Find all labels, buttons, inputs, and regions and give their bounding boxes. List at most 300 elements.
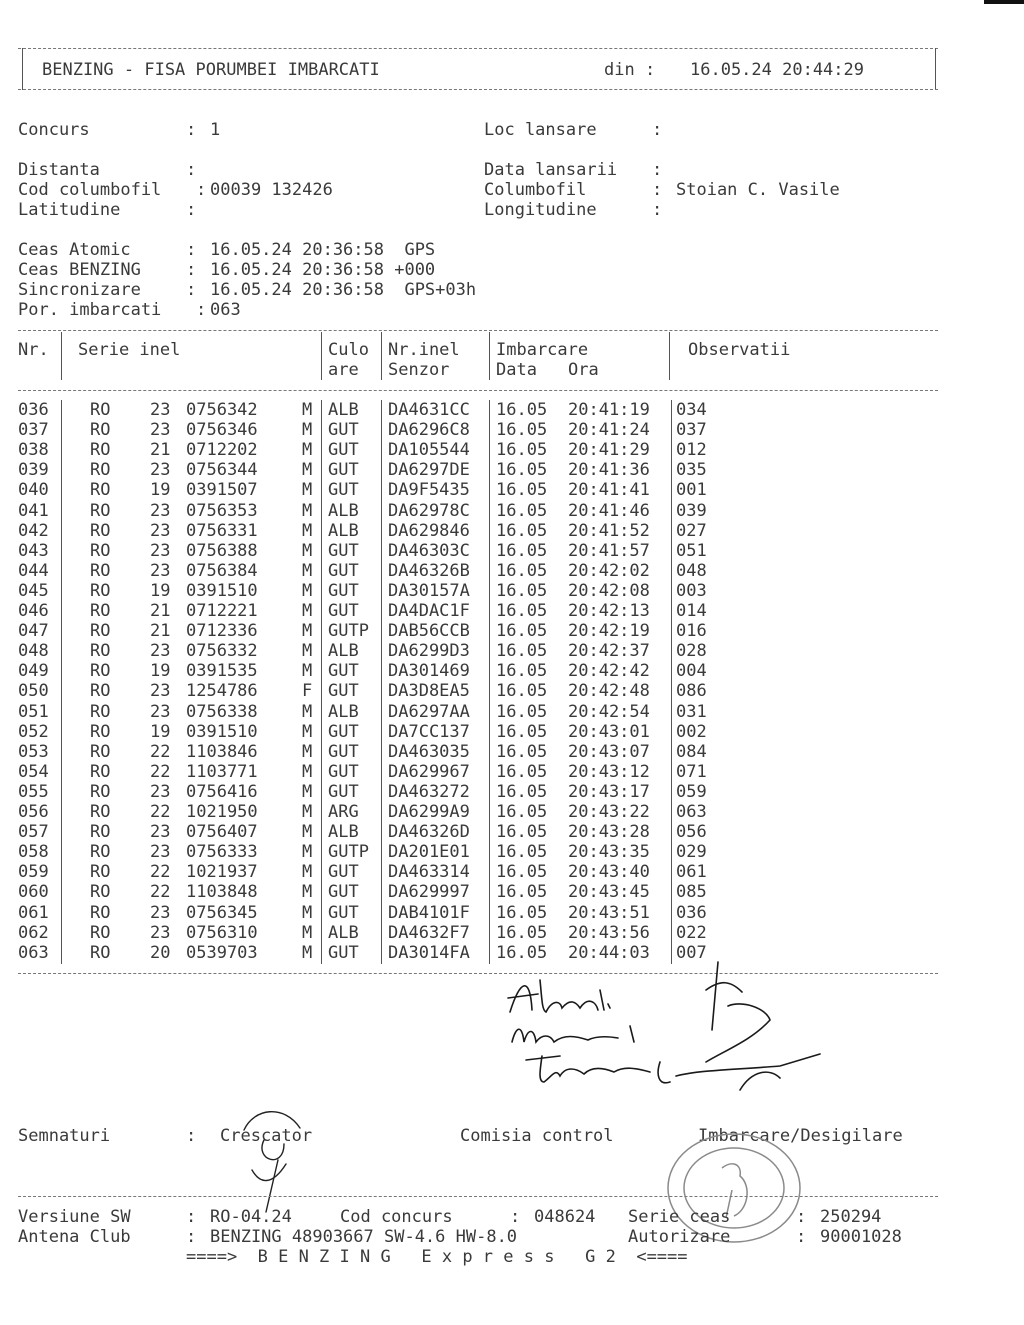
row-date: 16.05 xyxy=(496,400,548,420)
row-nr: 044 xyxy=(18,560,49,581)
row-ring-number: 0756331 xyxy=(186,520,258,541)
crescator-label: Crescator xyxy=(220,1126,313,1146)
row-sex: M xyxy=(302,641,313,662)
row-country: RO xyxy=(90,882,111,903)
row-ring-number: 0756416 xyxy=(186,781,258,802)
row-sensor: DA46326D xyxy=(388,822,470,843)
table-row xyxy=(0,702,950,722)
row-sensor: DA463314 xyxy=(388,862,470,883)
row-time: 20:43:40 xyxy=(568,862,650,883)
row-date: 16.05 xyxy=(496,781,548,802)
signature-stroke-4 xyxy=(658,1054,820,1083)
row-obs: 002 xyxy=(676,721,707,742)
row-country: RO xyxy=(90,540,111,561)
col-header-nr-inel-2: Senzor xyxy=(388,360,450,380)
row-sensor: DA7CC137 xyxy=(388,721,470,742)
row-color: GUT xyxy=(328,440,359,461)
semnaturi-colon: : xyxy=(186,1126,197,1146)
row-color: ALB xyxy=(328,520,359,541)
row-sensor: DA6297AA xyxy=(388,701,470,722)
row-year: 23 xyxy=(150,842,171,863)
serie-ceas-colon: : xyxy=(796,1207,807,1227)
row-color: GUT xyxy=(328,761,359,782)
loc-lansare-colon: : xyxy=(652,120,663,140)
row-color: GUT xyxy=(328,862,359,883)
data-lansarii-colon: : xyxy=(652,160,663,180)
row-color: GUT xyxy=(328,942,359,963)
row-time: 20:43:51 xyxy=(568,902,650,923)
serie-ceas-label: Serie ceas xyxy=(628,1207,731,1227)
row-obs: 084 xyxy=(676,741,707,762)
row-obs: 016 xyxy=(676,621,707,642)
row-country: RO xyxy=(90,621,111,642)
report-date-value: 16.05.24 20:44:29 xyxy=(690,60,864,80)
table-row xyxy=(0,822,950,842)
signature-stroke-2 xyxy=(512,1026,634,1042)
row-color: GUT xyxy=(328,480,359,501)
row-sex: M xyxy=(302,721,313,742)
row-time: 20:41:46 xyxy=(568,500,650,521)
row-ring-number: 0539703 xyxy=(186,942,258,963)
row-sensor: DA4DAC1F xyxy=(388,601,470,621)
row-country: RO xyxy=(90,822,111,843)
row-ring-number: 0756388 xyxy=(186,540,258,561)
report-title: BENZING - FISA PORUMBEI IMBARCATI xyxy=(42,60,380,80)
row-color: ALB xyxy=(328,701,359,722)
header-sep-3 xyxy=(381,332,382,380)
row-date: 16.05 xyxy=(496,741,548,762)
signature-stroke-6 xyxy=(740,1072,780,1090)
row-nr: 058 xyxy=(18,842,49,863)
row-nr: 056 xyxy=(18,802,49,822)
row-sex: M xyxy=(302,842,313,863)
col-header-observatii: Observatii xyxy=(688,340,791,360)
row-obs: 035 xyxy=(676,460,707,481)
row-date: 16.05 xyxy=(496,480,548,501)
row-year: 23 xyxy=(150,902,171,923)
table-row xyxy=(0,882,950,902)
columbofil-value: Stoian C. Vasile xyxy=(676,180,840,200)
row-sex: M xyxy=(302,862,313,883)
row-time: 20:42:19 xyxy=(568,621,650,642)
row-ring-number: 0391510 xyxy=(186,580,258,601)
row-date: 16.05 xyxy=(496,701,548,722)
autorizare-value: 90001028 xyxy=(820,1227,902,1247)
row-color: ALB xyxy=(328,922,359,943)
row-sensor: DA3D8EA5 xyxy=(388,681,470,702)
table-row xyxy=(0,480,950,500)
row-sex: M xyxy=(302,560,313,581)
row-time: 20:43:56 xyxy=(568,922,650,943)
row-color: ALB xyxy=(328,400,359,420)
table-row xyxy=(0,440,950,460)
row-nr: 062 xyxy=(18,922,49,943)
signature-stroke-1 xyxy=(508,980,610,1012)
row-ring-number: 0391510 xyxy=(186,721,258,742)
row-year: 23 xyxy=(150,822,171,843)
row-year: 22 xyxy=(150,862,171,883)
por-imbarcati-value: 063 xyxy=(210,300,241,320)
cod-concurs-value: 048624 xyxy=(534,1207,596,1227)
row-sensor: DA46303C xyxy=(388,540,470,561)
row-ring-number: 0756342 xyxy=(186,400,258,420)
row-time: 20:42:42 xyxy=(568,661,650,682)
row-country: RO xyxy=(90,460,111,481)
table-row xyxy=(0,400,950,420)
row-year: 19 xyxy=(150,661,171,682)
cod-concurs-colon: : xyxy=(510,1207,521,1227)
row-time: 20:41:29 xyxy=(568,440,650,461)
row-obs: 034 xyxy=(676,400,707,420)
row-date: 16.05 xyxy=(496,621,548,642)
concurs-value: 1 xyxy=(210,120,221,140)
row-country: RO xyxy=(90,701,111,722)
row-ring-number: 1103848 xyxy=(186,882,258,903)
row-ring-number: 1103846 xyxy=(186,741,258,762)
row-sensor: DA6296C8 xyxy=(388,420,470,441)
row-country: RO xyxy=(90,681,111,702)
row-sex: M xyxy=(302,802,313,822)
row-ring-number: 1103771 xyxy=(186,761,258,782)
ceas-atomic-label: Ceas Atomic xyxy=(18,240,131,260)
row-year: 23 xyxy=(150,781,171,802)
row-obs: 001 xyxy=(676,480,707,501)
row-time: 20:43:28 xyxy=(568,822,650,843)
row-ring-number: 0756344 xyxy=(186,460,258,481)
row-obs: 048 xyxy=(676,560,707,581)
row-sex: M xyxy=(302,822,313,843)
row-nr: 060 xyxy=(18,882,49,903)
row-ring-number: 0756353 xyxy=(186,500,258,521)
row-color: ALB xyxy=(328,641,359,662)
serie-ceas-value: 250294 xyxy=(820,1207,882,1227)
row-ring-number: 0756384 xyxy=(186,560,258,581)
scan-edge-mark xyxy=(984,0,1024,4)
row-ring-number: 0391507 xyxy=(186,480,258,501)
antena-club-colon: : xyxy=(186,1227,197,1247)
row-time: 20:42:13 xyxy=(568,601,650,621)
row-ring-number: 0756346 xyxy=(186,420,258,441)
row-year: 23 xyxy=(150,922,171,943)
row-nr: 059 xyxy=(18,862,49,883)
row-country: RO xyxy=(90,802,111,822)
col-header-culoare-2: are xyxy=(328,360,359,380)
row-year: 23 xyxy=(150,420,171,441)
row-nr: 061 xyxy=(18,902,49,923)
table-row xyxy=(0,742,950,762)
row-date: 16.05 xyxy=(496,460,548,481)
por-imbarcati-label: Por. imbarcati xyxy=(18,300,162,320)
row-sex: M xyxy=(302,601,313,621)
row-country: RO xyxy=(90,580,111,601)
latitudine-label: Latitudine xyxy=(18,200,121,220)
row-nr: 036 xyxy=(18,400,49,420)
row-ring-number: 1021937 xyxy=(186,862,258,883)
crescator-signature xyxy=(224,1100,314,1220)
row-sex: M xyxy=(302,902,313,923)
row-obs: 086 xyxy=(676,681,707,702)
row-obs: 007 xyxy=(676,942,707,963)
ceas-benzing-value: 16.05.24 20:36:58 +000 xyxy=(210,260,436,280)
row-date: 16.05 xyxy=(496,420,548,441)
table-row xyxy=(0,842,950,862)
footer-top-rule xyxy=(18,1196,938,1197)
row-sensor: DA629997 xyxy=(388,882,470,903)
col-header-culoare-1: Culo xyxy=(328,340,369,360)
ceas-benzing-label: Ceas BENZING xyxy=(18,260,141,280)
row-date: 16.05 xyxy=(496,922,548,943)
row-sensor: DA105544 xyxy=(388,440,470,461)
row-nr: 040 xyxy=(18,480,49,501)
row-obs: 022 xyxy=(676,922,707,943)
row-date: 16.05 xyxy=(496,500,548,521)
row-year: 19 xyxy=(150,580,171,601)
table-row xyxy=(0,862,950,882)
row-ring-number: 0756333 xyxy=(186,842,258,863)
row-country: RO xyxy=(90,721,111,742)
row-sex: M xyxy=(302,460,313,481)
col-header-data: Data xyxy=(496,360,537,380)
row-sensor: DA629967 xyxy=(388,761,470,782)
row-obs: 004 xyxy=(676,661,707,682)
row-country: RO xyxy=(90,661,111,682)
table-row xyxy=(0,641,950,661)
antena-club-value: BENZING 48903667 SW-4.6 HW-8.0 xyxy=(210,1227,518,1247)
row-color: GUT xyxy=(328,902,359,923)
row-time: 20:41:36 xyxy=(568,460,650,481)
columbofil-colon: : xyxy=(652,180,663,200)
row-date: 16.05 xyxy=(496,942,548,963)
row-sex: M xyxy=(302,540,313,561)
row-year: 23 xyxy=(150,460,171,481)
row-obs: 071 xyxy=(676,761,707,782)
columbofil-label: Columbofil xyxy=(484,180,587,200)
row-color: GUT xyxy=(328,721,359,742)
sincronizare-label: Sincronizare xyxy=(18,280,141,300)
row-obs: 031 xyxy=(676,701,707,722)
row-year: 22 xyxy=(150,741,171,762)
row-time: 20:42:48 xyxy=(568,681,650,702)
table-row xyxy=(0,661,950,681)
row-nr: 049 xyxy=(18,661,49,682)
col-header-imbarcare: Imbarcare xyxy=(496,340,589,360)
row-sex: M xyxy=(302,500,313,521)
row-time: 20:42:54 xyxy=(568,701,650,722)
row-sensor: DA301469 xyxy=(388,661,470,682)
row-obs: 039 xyxy=(676,500,707,521)
row-ring-number: 0756345 xyxy=(186,902,258,923)
header-sep-2 xyxy=(321,332,322,380)
row-country: RO xyxy=(90,781,111,802)
row-color: ALB xyxy=(328,500,359,521)
table-row xyxy=(0,460,950,480)
row-color: GUT xyxy=(328,781,359,802)
row-country: RO xyxy=(90,641,111,662)
row-country: RO xyxy=(90,922,111,943)
row-date: 16.05 xyxy=(496,882,548,903)
row-country: RO xyxy=(90,520,111,541)
row-date: 16.05 xyxy=(496,661,548,682)
row-year: 22 xyxy=(150,882,171,903)
row-obs: 003 xyxy=(676,580,707,601)
row-sex: F xyxy=(302,681,313,702)
row-date: 16.05 xyxy=(496,580,548,601)
row-sensor: DA6299D3 xyxy=(388,641,470,662)
row-nr: 038 xyxy=(18,440,49,461)
row-sex: M xyxy=(302,621,313,642)
table-row xyxy=(0,420,950,440)
table-row xyxy=(0,722,950,742)
longitudine-colon: : xyxy=(652,200,663,220)
row-ring-number: 1254786 xyxy=(186,681,258,702)
ceas-atomic-value: 16.05.24 20:36:58 GPS xyxy=(210,240,436,260)
col-header-nr-inel-1: Nr.inel xyxy=(388,340,460,360)
row-sensor: DA4631CC xyxy=(388,400,470,420)
row-sensor: DA46326B xyxy=(388,560,470,581)
row-obs: 012 xyxy=(676,440,707,461)
header-sep-4 xyxy=(489,332,490,380)
row-year: 19 xyxy=(150,480,171,501)
row-color: GUT xyxy=(328,661,359,682)
loc-lansare-label: Loc lansare xyxy=(484,120,597,140)
table-row xyxy=(0,581,950,601)
row-year: 23 xyxy=(150,400,171,420)
row-sex: M xyxy=(302,741,313,762)
table-row xyxy=(0,561,950,581)
row-sex: M xyxy=(302,580,313,601)
row-year: 23 xyxy=(150,540,171,561)
row-sex: M xyxy=(302,922,313,943)
row-country: RO xyxy=(90,440,111,461)
row-nr: 063 xyxy=(18,942,49,963)
row-time: 20:41:52 xyxy=(568,520,650,541)
row-date: 16.05 xyxy=(496,902,548,923)
row-time: 20:42:37 xyxy=(568,641,650,662)
row-sensor: DA201E01 xyxy=(388,842,470,863)
row-color: GUT xyxy=(328,580,359,601)
row-date: 16.05 xyxy=(496,822,548,843)
cod-columbofil-label: Cod columbofil xyxy=(18,180,162,200)
row-sensor: DA463272 xyxy=(388,781,470,802)
row-ring-number: 0712202 xyxy=(186,440,258,461)
row-country: RO xyxy=(90,420,111,441)
row-country: RO xyxy=(90,842,111,863)
row-nr: 053 xyxy=(18,741,49,762)
table-header-top-rule xyxy=(18,330,938,331)
row-year: 23 xyxy=(150,520,171,541)
row-date: 16.05 xyxy=(496,540,548,561)
row-time: 20:43:07 xyxy=(568,741,650,762)
concurs-label: Concurs xyxy=(18,120,90,140)
row-country: RO xyxy=(90,400,111,420)
row-year: 22 xyxy=(150,761,171,782)
row-color: GUT xyxy=(328,601,359,621)
signature-stroke-3 xyxy=(526,1056,650,1082)
row-time: 20:42:08 xyxy=(568,580,650,601)
row-obs: 014 xyxy=(676,601,707,621)
row-country: RO xyxy=(90,741,111,762)
row-time: 20:44:03 xyxy=(568,942,650,963)
row-time: 20:41:57 xyxy=(568,540,650,561)
table-row xyxy=(0,601,950,621)
row-date: 16.05 xyxy=(496,681,548,702)
ceas-benzing-colon: : xyxy=(186,260,197,280)
row-sensor: DA4632F7 xyxy=(388,922,470,943)
semnaturi-label: Semnaturi xyxy=(18,1126,111,1146)
row-date: 16.05 xyxy=(496,641,548,662)
row-time: 20:42:02 xyxy=(568,560,650,581)
comisia-control-label: Comisia control xyxy=(460,1126,614,1146)
autorizare-colon: : xyxy=(796,1227,807,1247)
col-header-ora: Ora xyxy=(568,360,599,380)
versiune-sw-value: RO-04.24 xyxy=(210,1207,292,1227)
row-date: 16.05 xyxy=(496,440,548,461)
row-obs: 051 xyxy=(676,540,707,561)
row-time: 20:43:12 xyxy=(568,761,650,782)
row-sex: M xyxy=(302,440,313,461)
table-row xyxy=(0,521,950,541)
row-time: 20:43:35 xyxy=(568,842,650,863)
table-row xyxy=(0,501,950,521)
row-year: 23 xyxy=(150,560,171,581)
row-nr: 054 xyxy=(18,761,49,782)
row-nr: 050 xyxy=(18,681,49,702)
row-color: GUT xyxy=(328,420,359,441)
header-sep-1 xyxy=(61,332,62,380)
col-header-nr: Nr. xyxy=(18,340,49,360)
concurs-colon: : xyxy=(186,120,197,140)
row-time: 20:43:01 xyxy=(568,721,650,742)
row-nr: 039 xyxy=(18,460,49,481)
row-ring-number: 0712221 xyxy=(186,601,258,621)
row-obs: 028 xyxy=(676,641,707,662)
signature-stroke-5 xyxy=(706,962,770,1062)
row-nr: 046 xyxy=(18,601,49,621)
row-sensor: DAB4101F xyxy=(388,902,470,923)
row-sex: M xyxy=(302,761,313,782)
row-nr: 045 xyxy=(18,580,49,601)
row-sex: M xyxy=(302,701,313,722)
row-date: 16.05 xyxy=(496,862,548,883)
row-color: GUTP xyxy=(328,621,369,642)
row-country: RO xyxy=(90,560,111,581)
sincronizare-value: 16.05.24 20:36:58 GPS+03h xyxy=(210,280,477,300)
row-time: 20:41:19 xyxy=(568,400,650,420)
row-nr: 041 xyxy=(18,500,49,521)
row-sensor: DA6299A9 xyxy=(388,802,470,822)
row-sensor: DAB56CCB xyxy=(388,621,470,642)
row-time: 20:43:17 xyxy=(568,781,650,802)
header-bottom-rule xyxy=(18,89,938,90)
row-sex: M xyxy=(302,400,313,420)
row-sensor: DA6297DE xyxy=(388,460,470,481)
table-row xyxy=(0,762,950,782)
handwritten-signatures xyxy=(480,950,860,1110)
table-header-bottom-rule xyxy=(18,390,938,391)
row-date: 16.05 xyxy=(496,601,548,621)
table-row xyxy=(0,802,950,822)
cod-concurs-label: Cod concurs xyxy=(340,1207,453,1227)
row-sensor: DA3014FA xyxy=(388,942,470,963)
row-sex: M xyxy=(302,520,313,541)
row-nr: 042 xyxy=(18,520,49,541)
row-color: GUT xyxy=(328,460,359,481)
row-obs: 027 xyxy=(676,520,707,541)
row-sensor: DA9F5435 xyxy=(388,480,470,501)
row-nr: 043 xyxy=(18,540,49,561)
row-date: 16.05 xyxy=(496,802,548,822)
row-time: 20:41:24 xyxy=(568,420,650,441)
